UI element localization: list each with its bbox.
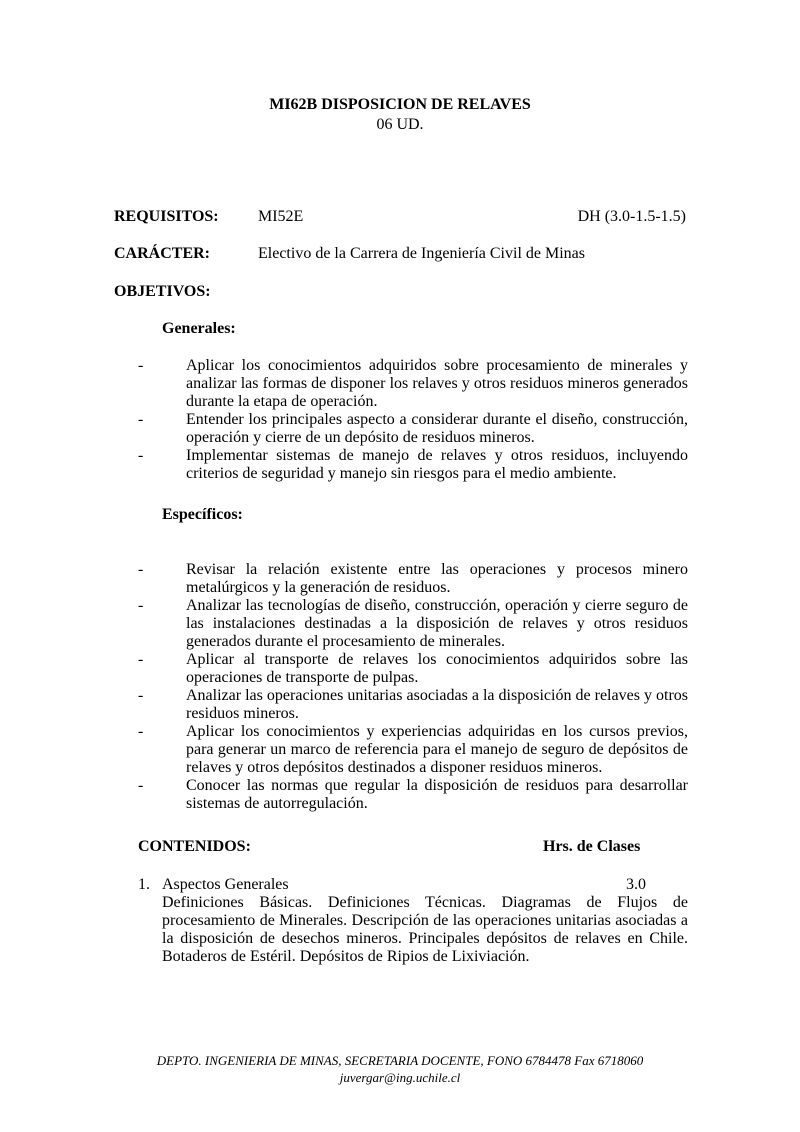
bullet-dash: - bbox=[138, 561, 144, 578]
footer-email: juvergar@ing.uchile.cl bbox=[339, 1070, 461, 1085]
bullet-dash: - bbox=[138, 651, 144, 668]
caracter-value: Electivo de la Carrera de Ingeniería Civil de Minas bbox=[258, 245, 585, 262]
bullet-dash: - bbox=[138, 411, 144, 428]
generales-label: Generales: bbox=[162, 320, 236, 337]
list-item: - Revisar la relación existente entre las operaciones y procesos minero metalúrgicos y la generación de residuos. bbox=[138, 561, 688, 596]
list-item: - Aplicar los conocimientos y experiencias adquiridas en los cursos previos, para generar un marco de referencia para el manejo de seguro de depósitos de relaves y otros depósitos destinados a disponer residuos mineros. bbox=[138, 723, 688, 776]
bullet-dash: - bbox=[138, 777, 144, 794]
bullet-dash: - bbox=[138, 597, 144, 614]
list-item: - Aplicar al transporte de relaves los conocimientos adquiridos sobre las operaciones de transporte de pulpas. bbox=[138, 651, 688, 686]
content-item-hours: 3.0 bbox=[626, 876, 646, 893]
requisitos-hours: DH (3.0-1.5-1.5) bbox=[577, 208, 686, 225]
content-item-title: Aspectos Generales bbox=[162, 876, 289, 893]
bullet-dash: - bbox=[138, 357, 144, 374]
especificos-label: Específicos: bbox=[162, 506, 243, 523]
list-item: - Analizar las tecnologías de diseño, construcción, operación y cierre seguro de las instalaciones destinadas a la disposición de relaves y otros residuos generados durante el procesamiento de minerales. bbox=[138, 597, 688, 650]
list-item: - Implementar sistemas de manejo de relaves y otros residuos, incluyendo criterios de seguridad y manejo sin riesgos para el medio ambiente. bbox=[138, 447, 688, 482]
bullet-dash: - bbox=[138, 447, 144, 464]
list-item: - Conocer las normas que regular la disposición de residuos para desarrollar sistemas de autorregulación. bbox=[138, 777, 688, 812]
requisitos-label: REQUISITOS: bbox=[114, 208, 219, 225]
list-item: - Aplicar los conocimientos adquiridos sobre procesamiento de minerales y analizar las formas de disponer los relaves y otros residuos mineros generados durante la etapa de operación. bbox=[138, 357, 688, 410]
list-item: - Entender los principales aspecto a considerar durante el diseño, construcción, operación y cierre de un depósito de residuos mineros. bbox=[138, 411, 688, 446]
content-item-description: Definiciones Básicas. Definiciones Técnicas. Diagramas de Flujos de procesamiento de Minerales. Descripción de las operaciones unitarias asociadas a la disposición de desechos mineros. Principales depósitos de relaves en Chile. Botaderos de Estéril. Depósitos de Ripios de Lixiviación. bbox=[162, 894, 688, 965]
list-item: - Analizar las operaciones unitarias asociadas a la disposición de relaves y otros residuos mineros. bbox=[138, 687, 688, 722]
objetivos-label: OBJETIVOS: bbox=[114, 283, 211, 300]
bullet-dash: - bbox=[138, 723, 144, 740]
course-units: 06 UD. bbox=[376, 116, 424, 133]
footer-contact: DEPTO. INGENIERIA DE MINAS, SECRETARIA DOCENTE, FONO 6784478 Fax 6718060 bbox=[156, 1053, 644, 1068]
hours-column-label: Hrs. de Clases bbox=[543, 838, 641, 855]
course-title: MI62B DISPOSICION DE RELAVES bbox=[269, 96, 531, 113]
content-item-number: 1. bbox=[138, 876, 150, 893]
generales-list bbox=[138, 357, 688, 483]
caracter-label: CARÁCTER: bbox=[114, 245, 210, 262]
especificos-list bbox=[138, 561, 688, 813]
contenidos-label: CONTENIDOS: bbox=[138, 838, 251, 855]
requisitos-value: MI52E bbox=[258, 208, 304, 225]
bullet-dash: - bbox=[138, 687, 144, 704]
